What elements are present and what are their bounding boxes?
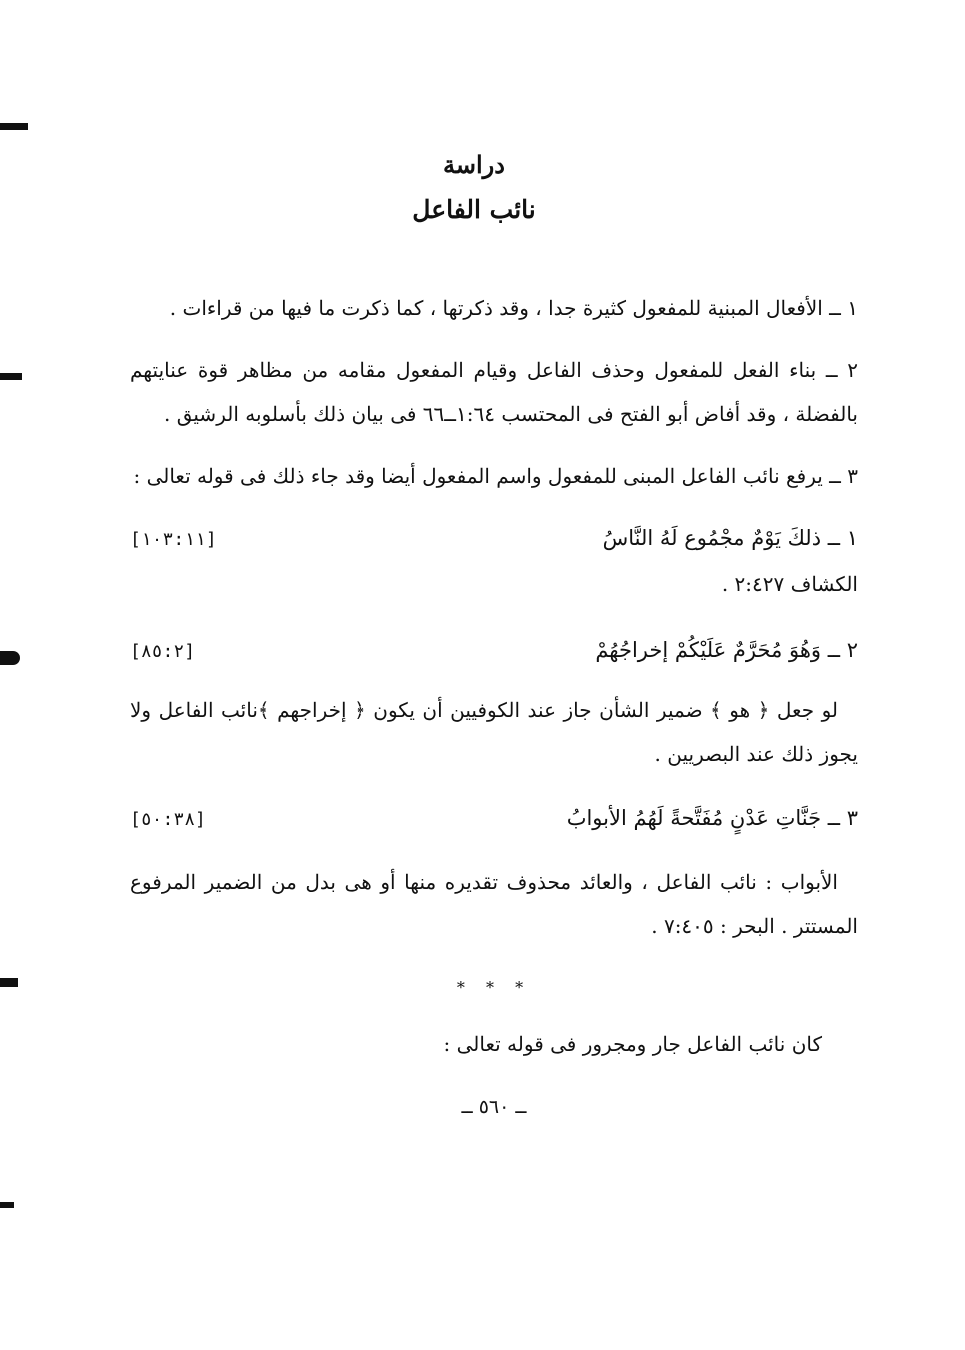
verse-text: ١ ــ ذلكَ يَوْمٌ مجْمُوع لَهُ النَّاسُ	[602, 526, 858, 550]
verse-reference: [٥٠:٣٨]	[130, 809, 206, 830]
document-page	[130, 150, 858, 1122]
verse-note: الكشاف ٢:٤٢٧ .	[721, 572, 858, 596]
edge-mark	[0, 373, 22, 380]
paragraph-3: ٣ ــ يرفع نائب الفاعل المبنى للمفعول واسم المفعول أيضا وقد جاء ذلك فى قوله تعالى :	[133, 464, 858, 488]
verse-note: الأبواب : نائب الفاعل ، والعائد محذوف تقديره منها أو هى بدل من الضمير المرفوع المستتر . البحر : ٧:٤٠٥ .	[130, 870, 858, 938]
verse-reference: [١٠٣:١١]	[130, 529, 217, 550]
edge-mark	[0, 1202, 14, 1208]
paragraph-2: ٢ ــ بناء الفعل للمفعول وحذف الفاعل وقيام المفعول مقامه من مظاهر قوة عنايتهم بالفضلة ، وقد أفاض أبو الفتح فى المحتسب ١:٦٤ــ٦٦ فى بيان ذلك بأسلوبه الرشيق .	[130, 358, 858, 426]
edge-mark	[0, 978, 18, 987]
verse-row	[130, 628, 858, 674]
edge-mark	[0, 123, 28, 130]
edge-mark	[0, 651, 20, 665]
paragraph-1: ١ ــ الأفعال المبنية للمفعول كثيرة جدا ، وقد ذكرتها ، كما ذكرت ما فيها من قراءات .	[169, 296, 858, 320]
closing-line: كان نائب الفاعل جار ومجرور فى قوله تعالى :	[443, 1032, 822, 1056]
page-number: ــ ٥٦٠ ــ	[461, 1096, 527, 1118]
section-separator: * * *	[456, 978, 532, 997]
verse-row	[130, 796, 858, 842]
verse-text: ٣ ــ جَنَّاتِ عَدْنٍ مُفَتَّحةً لَهُمُ الأبوابُ	[566, 806, 858, 830]
heading	[130, 150, 858, 228]
heading-line-1: دراسة	[443, 150, 505, 179]
heading-line-2: نائب الفاعل	[412, 195, 536, 224]
verse-note: لو جعل ﴿ هو ﴾ ضمير الشأن جاز عند الكوفيين أن يكون ﴿ إخراجهم ﴾نائب الفاعل ولا يجوز ذلك عند البصريين .	[130, 698, 858, 766]
verse-reference: [٨٥:٢]	[130, 641, 196, 662]
verse-row	[130, 516, 858, 562]
verse-text: ٢ ــ وَهُوَ مُحَرَّمٌ عَلَيْكُمْ إخراجُهُمْ	[595, 638, 858, 662]
